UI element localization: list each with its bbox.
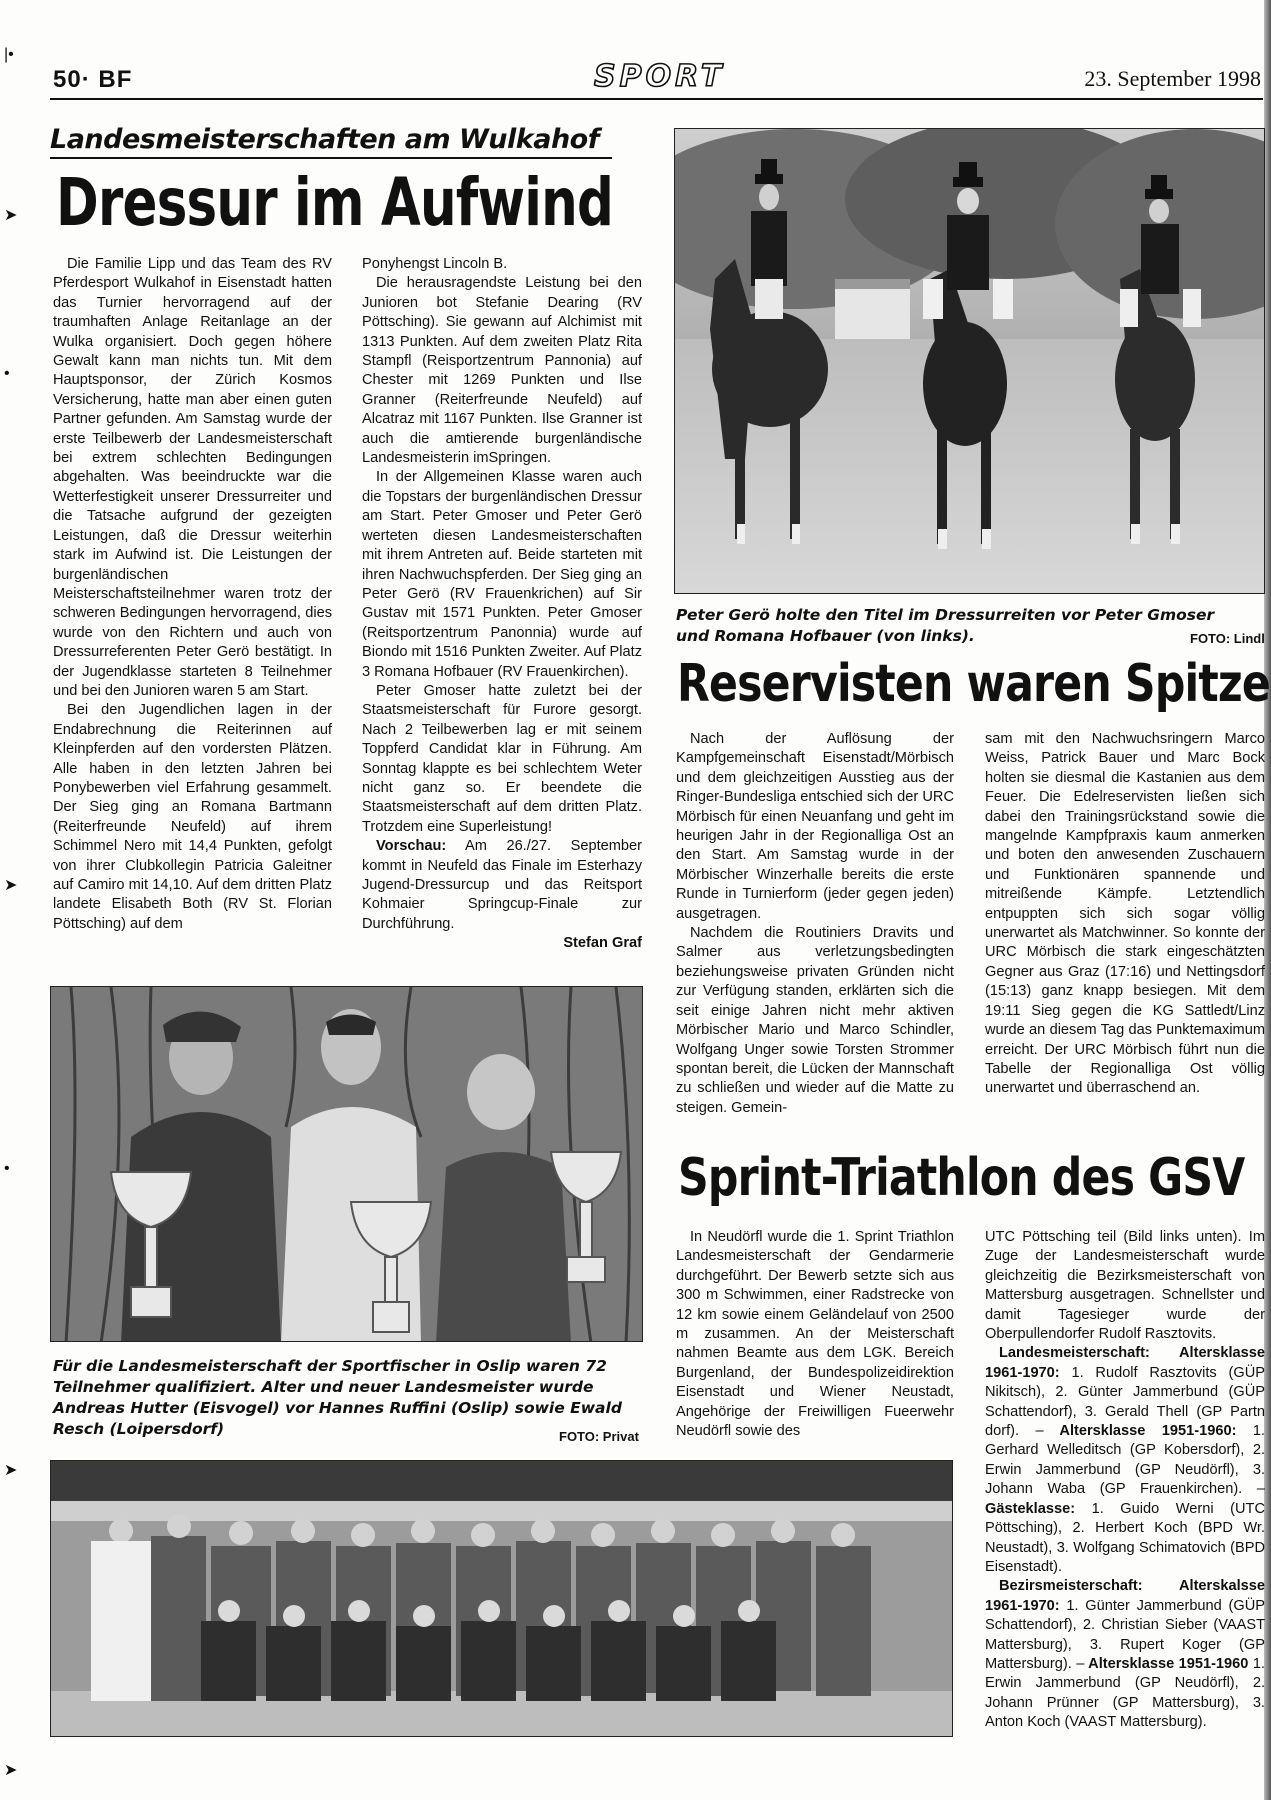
paragraph: Die Familie Lipp und das Team des RV Pferdesport Wulkahof in Eisenstadt hatten das Turnier hervorragend auf der traumhaften Anlage Reitanlage an der Wulka organisiert. Doch gegen höhere Gewalt kann man nichts tun. Mit dem Hauptsponsor, der Zürich Kosmos Versicherung, hatte man aber einen guten Partner gefunden. Am Samstag wurde der erste Teilbewerb der Landesmeisterschaft bei extrem schlechten Bedingungen abgehalten. Was beeindruckte war die Wetterfestigkeit unserer Dressurreiter und die Tatsache aufgrund der gezeigten Leistungen, daß die Dressur weiterhin stark im Aufwind ist. Die Leistungen der burgenländischen Meisterschaftsteilnehmer waren trotz der schweren Bedingungen hervorragend, dies wurde von den Richtern und auch von Dressurreferenten Peter Gerö bestätigt. In der Jugendklasse starteten 8 Teilnehmer und bei den Junioren waren 5 am Start. — [53, 256, 332, 699]
dressage-photo-caption: Peter Gerö holte den Titel im Dressurreiten vor Peter Gmoser und Romana Hofbauer (von links). — [676, 606, 1215, 645]
margin-mark: ➤ — [4, 207, 18, 224]
results-label: Bezirsmeisterschaft: Alterskalsse 1961-1970: — [985, 1578, 1265, 1614]
triathlon-group-photo-image — [51, 1461, 953, 1737]
results-bezirksmeisterschaft — [985, 1577, 1265, 1732]
paragraph: Nachdem die Routiniers Dravits und Salmer aus verletzungsbedingten beziehungsweise privaten Gründen nicht zur Verfügung standen, erklärten sich die seit einige Jahren nicht mehr aktiven Mörbischer Mario und Marco Schindler, Wolfgang Unger sowie Torsten Strommer spontan bereit, die Lücken der Mannschaft zu schließen und wieder auf die Matte zu steigen. Gemein- — [676, 925, 954, 1116]
paragraph: Ponyhengst Lincoln B. — [362, 256, 508, 272]
results-text: 1. Guido Werni (UTC Pöttsching), 2. Herbert Koch (BPD Wr. Neustadt), 3. Wolfgang Schimatovich (BPD Eisenstadt). — [985, 1500, 1265, 1575]
results-text: 1. Rudolf Rasztovits (GÜP Nikitsch), 2. Günter Jammerbund (GÜP Schattendorf), 3. Gerald Thell (GP Partn dorf). – — [985, 1364, 1265, 1440]
article1-column-1 — [53, 255, 332, 970]
results-label: Landesmeisterschaft: Altersklasse 1961-1970: — [985, 1345, 1265, 1381]
dressage-photo-image — [675, 129, 1265, 594]
anglers-photo — [50, 986, 643, 1342]
margin-mark: ➤ — [4, 1462, 18, 1479]
results-text: 1. Gerhard Welleditsch (GP Kobersdorf), 2. Erwin Jammerbund (GP Neudörfl), 3. Johann Waba (GP Frauenkirchen). – — [985, 1423, 1265, 1498]
results-label: Gästeklasse: — [985, 1500, 1076, 1517]
results-text: 1. Günter Jammerbund (GÜP Schattendorf), 2. Christian Sieber (VAAST Mattersburg), 3. Rupert Koger (GP Mattersburg). – — [985, 1597, 1265, 1672]
article3-headline: Sprint-Triathlon des GSV — [678, 1148, 1245, 1208]
anglers-photo-image — [51, 987, 643, 1342]
anglers-photo-caption: Für die Landesmeisterschaft der Sportfischer in Oslip waren 72 Teilnehmer qualifiziert. Alter und neuer Landesmeister wurde Andreas Hutter (Eisvogel) vor Hannes Ruffini (Oslip) sowie Ewald Resch (Loipersdorf) — [53, 1357, 622, 1438]
margin-mark: • — [4, 365, 10, 382]
article1-kicker: Landesmeisterschaften am Wulkahof — [50, 124, 612, 159]
article1-headline: Dressur im Aufwind — [56, 164, 614, 241]
page-label: 50· BF — [53, 66, 133, 93]
header-rule — [50, 98, 1263, 100]
article1-column-2 — [362, 255, 642, 970]
margin-mark: • — [4, 1160, 10, 1177]
paragraph: Peter Gmoser hatte zuletzt bei der Staatsmeisterschaft für Furore gesorgt. Nach 2 Teilbewerben lag er mit seinem Toppferd Candidat klar in Führung. Am Sonntag klappte es bei schlechtem Weter nicht ganz so. Er beendete die Staatsmeisterschaft auf dem dritten Platz. Trotzdem eine Superleistung! — [362, 682, 642, 835]
author-byline: Stefan Graf — [563, 935, 642, 952]
article3-column-1 — [676, 1228, 954, 1448]
triathlon-group-photo — [50, 1460, 953, 1737]
results-label: Altersklasse 1951-1960: — [1043, 1423, 1237, 1440]
article2-headline: Reservisten waren Spitze — [677, 654, 1270, 714]
paragraph: Die herausragendste Leistung bei den Junioren bot Stefanie Dearing (RV Pöttsching). Sie gewann auf Alchimist mit 1313 Punkten. Auf dem zweiten Platz Rita Stampfl (Reisportzentrum Pannonia) auf Chester mit 1269 Punkten und Ilse Granner (Reiterfreunde Neufeld) auf Alcatraz mit 1167 Punkten. Ilse Granner ist auch die amtierende burgenländische Landesmeisterin imSpringen. — [362, 275, 642, 467]
scan-edge — [1264, 0, 1271, 1800]
issue-date: 23. September 1998 — [1084, 66, 1261, 91]
paragraph: In der Allgemeinen Klasse waren auch die Topstars der burgenländischen Dressur am Start. Peter Gmoser und Peter Gerö werteten diesen Landesmeisterschaften mit ihrem Antreten auf. Beide starteten mit ihren Nachwuchspferden. Der Sieg ging an Peter Gerö (RV Frauenkrichen) auf Sir Gustav mit 1571 Punkten. Peter Gmoser (Reitsportzentrum Panonnia) wurde auf Biondo mit 1516 Punkten Zweiter. Auf Platz 3 Romana Hofbauer (RV Frauenkirchen). — [362, 469, 642, 680]
paragraph: Nach der Auflösung der Kampfgemeinschaft Eisenstadt/Mörbisch und dem gleichzeitigen Ausstieg aus der Ringer-Bundesliga entschied sich der URC Mörbisch für einen Neuanfang und geht im heurigen Jahr in der Regionalliga Ost an den Start. Am Samstag wurde in der Mörbischer Winzerhalle bereits die erste Runde in Turnierform (jeder gegen jeden) ausgetragen. — [676, 731, 954, 922]
paragraph: In Neudörfl wurde die 1. Sprint Triathlon Landesmeisterschaft der Gendarmerie durchgeführt. Der Bewerb setzte sich aus 300 m Schwimmen, einer Radstrecke von 12 km sowie einem Geländelauf von 2500 m zusammen. An der Meisterschaft nahmen Beamte aus dem LGK. Bereich Burgenland, der Bundespolizeidirektion Eisenstadt und Wiener Neustadt, Angehörige der Freiwilligen Fueerwehr Neudörfl sowie des — [676, 1229, 954, 1440]
results-text: 1. Erwin Jammerbund (GP Neudörfl), 2. Johann Prünner (GP Mattersburg), 3. Anton Koch (VAAST Mattersburg). — [985, 1655, 1265, 1731]
margin-mark: ➤ — [4, 1762, 18, 1779]
article2-column-2 — [985, 730, 1265, 1135]
margin-mark: ➤ — [4, 877, 18, 894]
preview-text: Am 26./27. September kommt in Neufeld das Finale im Esterhazy Jugend-Dressurcup und das Reitsport Kohmaier Springcup-Finale zur Durchführung. — [362, 838, 642, 932]
section-title: SPORT — [594, 59, 726, 94]
article3-column-2 — [985, 1228, 1265, 1748]
results-landesmeisterschaft — [985, 1344, 1265, 1577]
anglers-photo-credit: FOTO: Privat — [559, 1429, 639, 1444]
paragraph: UTC Pöttsching teil (Bild links unten). Im Zuge der Landesmeisterschaft wurde gleichzeitig die Bezirksmeisterschaft von Mattersburg ausgetragen. Schnellster und damit Tagesieger wurde der Oberpullendorfer Rudolf Rasztovits. — [985, 1229, 1265, 1343]
preview-paragraph — [362, 837, 642, 934]
dressage-photo-credit: FOTO: Lindl — [1190, 631, 1265, 646]
margin-mark: |• — [4, 46, 14, 63]
paragraph: Bei den Jugendlichen lagen in der Endabrechnung die Reiterinnen auf Kleinpferden auf den vordersten Plätzen. Alle haben in den letzten Jahren bei Ponybewerben viel Erfahrung gesammelt. Der Sieg ging an Romana Bartmann (Reiterfreunde Neufeld) auf ihrem Schimmel Nero mit 14,4 Punkten, gefolgt von ihrer Clubkollegin Patricia Galeitner auf Camiro mit 14,10. Auf dem dritten Platz landete Elisabeth Both (RV St. Florian Pöttsching) auf dem — [53, 702, 332, 932]
preview-label: Vorschau: — [376, 838, 447, 855]
article2-column-1 — [676, 730, 954, 1135]
paragraph: sam mit den Nachwuchsringern Marco Weiss, Patrick Bauer und Marc Bock holten sie diesmal die Kastanien aus dem Feuer. Die Edelreservisten ließen sich dabei den Trainingsrückstand sowie die mangelnde Kampfpraxis kaum anmerken und boten den anwesenden Zuschauern und Funktionären spannende und mitreißende Kämpfe. Letztendlich entpuppten sich sich sogar völlig unerwartet als Matchwinner. So konnte der URC Mörbisch die stark eingeschätzten Gegner aus Graz (17:16) und Nettingsdorf (15:13) ganz knapp besiegen. Mit dem 19:11 Sieg gegen die KG Sattledt/Linz wurde an diesem Tag das Punktemaximum erreicht. Der URC Mörbisch führt nun die Tabelle der Regionalliga Ost völlig unerwartet und überraschend an. — [985, 731, 1265, 1097]
dressage-photo — [674, 128, 1265, 594]
results-label: Altersklasse 1951-1960 — [1084, 1655, 1249, 1672]
